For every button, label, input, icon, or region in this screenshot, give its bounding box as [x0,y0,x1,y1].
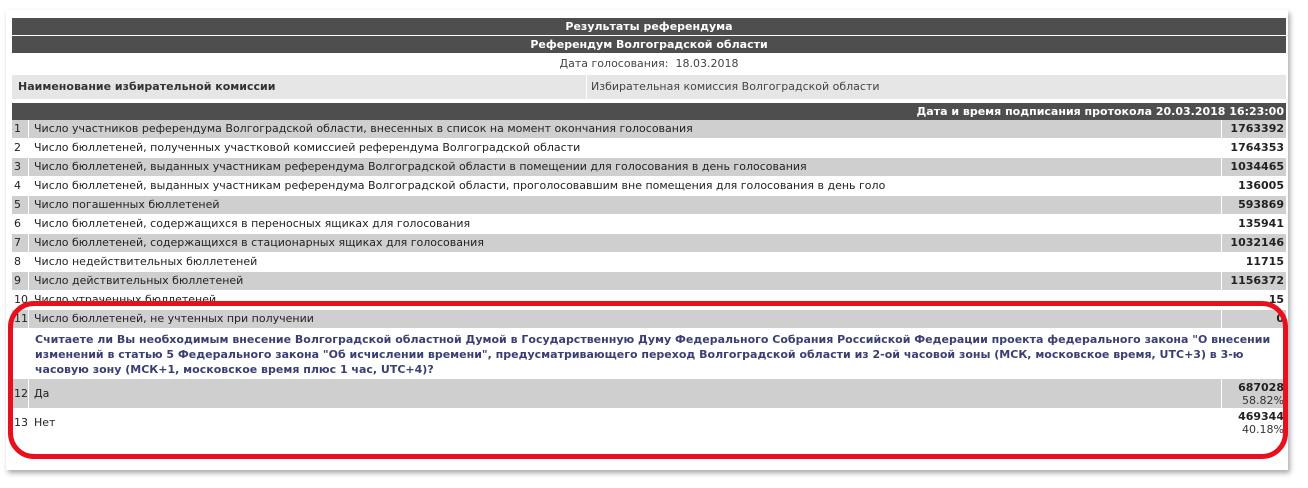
row-number: 9 [12,272,29,290]
row-number: 11 [12,310,29,328]
referendum-name: Референдум Волгоградской области [12,36,1286,53]
row-label: Число бюллетеней, содержащихся в стационарных ящиках для голосования [34,236,484,249]
table-row [12,120,1286,139]
row-number: 12 [12,379,29,408]
commission-row [12,75,1286,99]
answer-percent: 40.18% [1242,423,1284,436]
row-value: 135941 [1221,215,1286,233]
row-label: Число бюллетеней, выданных участникам референдума Волгоградской области, проголосовавшим вне помещения для голосования в день голо [34,179,886,192]
row-label: Число недействительных бюллетеней [34,255,258,268]
answer-percent: 58.82% [1242,394,1284,407]
row-number: 2 [12,139,29,157]
row-label: Число утраченных бюллетеней [34,293,217,306]
commission-value: Избирательная комиссия Волгоградской области [586,75,1286,99]
row-value: 1764353 [1221,139,1286,157]
row-number: 3 [12,158,29,176]
page-title: Результаты референдума [12,18,1286,35]
row-value: 136005 [1221,177,1286,195]
row-value: 1156372 [1221,272,1286,290]
answer-result [1221,379,1286,408]
row-value: 15 [1221,291,1286,309]
table-row [12,234,1286,253]
table-row [12,177,1286,196]
row-label: Число погашенных бюллетеней [34,198,220,211]
answer-row-no [12,408,1286,437]
row-number: 13 [12,408,29,437]
row-value: 1032146 [1221,234,1286,252]
answer-votes: 469344 [1238,410,1284,423]
row-number: 5 [12,196,29,214]
row-value: 593869 [1221,196,1286,214]
voting-date-label: Дата голосования: [559,57,669,70]
answer-row-yes [12,379,1286,408]
answer-label: Да [34,387,50,400]
answer-votes: 687028 [1238,381,1284,394]
row-label: Число участников референдума Волгоградской области, внесенных в список на момент окончания голосования [34,122,693,135]
referendum-question: Считаете ли Вы необходимым внесение Волгоградской областной Думой в Государственную Думу Федерального Собрания Российской Федерации проекта федерального закона "О внесении изменений в статью 5 Федерального закона "Об исчислении времени", предусматривающего переход Волгоградской области из 2-ой часовой зоны (МСК, московское время, UTC+3) в 3-ю часовую зону (МСК+1, московское время плюс 1 час, UTC+4)? [12,329,1286,379]
row-number: 6 [12,215,29,233]
answer-result [1221,408,1286,437]
row-value: 11715 [1221,253,1286,271]
row-label: Число бюллетеней, содержащихся в переносных ящиках для голосования [34,217,471,230]
row-label: Число бюллетеней, выданных участникам референдума Волгоградской области в помещении для голосования в день голосования [34,160,807,173]
protocol-signed-bar: Дата и время подписания протокола 20.03.2018 16:23:00 [12,103,1286,120]
commission-label: Наименование избирательной комиссии [18,80,276,93]
table-row [12,253,1286,272]
row-value: 1034465 [1221,158,1286,176]
row-number: 8 [12,253,29,271]
row-number: 1 [12,120,29,138]
table-row [12,215,1286,234]
results-table [12,120,1286,437]
table-row [12,139,1286,158]
table-row [12,196,1286,215]
results-panel [6,10,1288,470]
table-row [12,291,1286,310]
table-row [12,310,1286,329]
row-number: 7 [12,234,29,252]
row-label: Число действительных бюллетеней [34,274,244,287]
row-value: 1763392 [1221,120,1286,138]
row-number: 4 [12,177,29,195]
row-value: 0 [1221,310,1286,328]
row-label: Число бюллетеней, не учтенных при получении [34,312,314,325]
table-row [12,158,1286,177]
voting-date-value: 18.03.2018 [675,57,739,70]
answer-label: Нет [34,416,56,429]
voting-date [12,53,1286,75]
row-label: Число бюллетеней, полученных участковой комиссией референдума Волгоградской области [34,141,581,154]
row-number: 10 [12,291,29,309]
table-row [12,272,1286,291]
